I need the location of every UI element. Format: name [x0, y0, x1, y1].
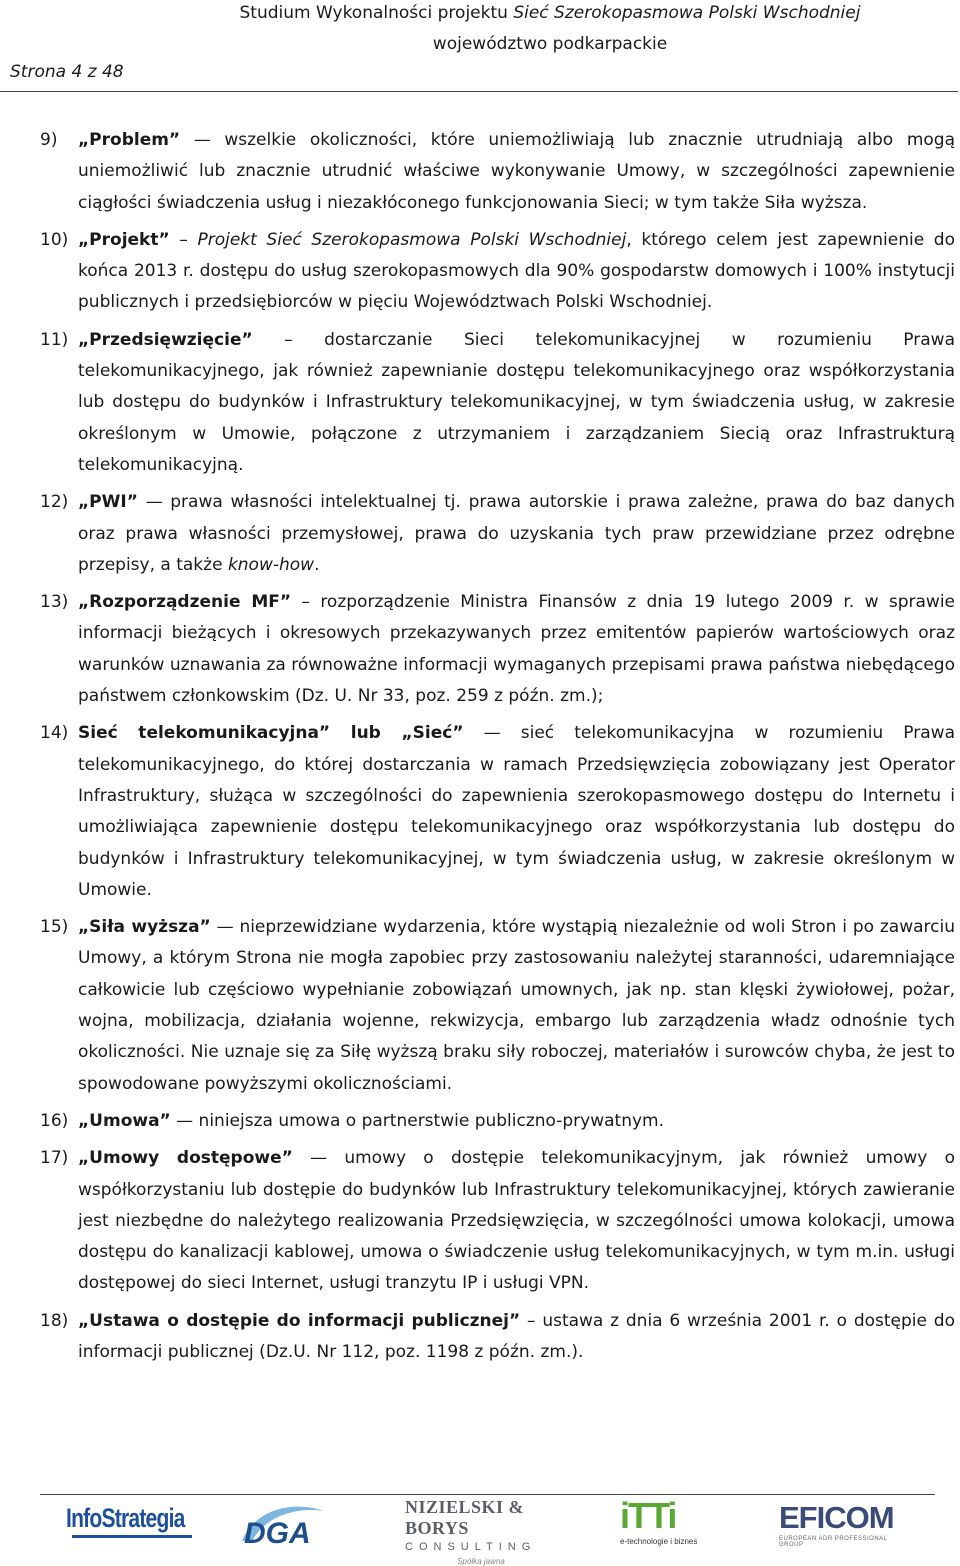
item-number: 11) [40, 329, 69, 350]
itti-logo-main: iTTi [620, 1495, 676, 1536]
item-text: niniejsza umowa o partnerstwie publiczno-prywatnym. [198, 1110, 665, 1131]
item-text: wszelkie okoliczności, które uniemożliwiają lub znacznie utrudniają albo mogą uniemożliwić lub znacznie utrudnić właściwe wykonywanie Umowy, w szczególności zapewnienie ciągłości świadczenia usług i niezakłóconego funkcjonowania Sieci; w tym także Siła wyższa. [78, 130, 955, 213]
item-term: Sieć telekomunikacyjna” lub „Sieć” [78, 723, 464, 744]
header-title-prefix: Studium Wykonalności projektu [239, 3, 508, 23]
itti-logo-tagline: e-technologie i biznes [620, 1537, 698, 1546]
nb-logo-consulting: CONSULTING [405, 1541, 537, 1553]
itti-logo [620, 1497, 740, 1546]
list-item [40, 587, 955, 712]
item-term: „PWI” [78, 492, 138, 513]
item-number: 12) [40, 492, 69, 513]
item-number: 10) [40, 229, 69, 250]
item-dash: — [463, 723, 521, 744]
item-text: prawa własności intelektualnej tj. prawa autorskie i prawa zależne, prawa do baz danych oraz prawa własności przemysłowej, prawa do uzyskania tych praw przewidziane przez odrębne przepisy, a także [78, 492, 955, 575]
item-dash: — [180, 130, 225, 150]
itti-logo-text [620, 1497, 740, 1535]
item-dash: – [291, 592, 321, 613]
item-text: dostarczanie Sieci telekomunikacyjnej w rozumieniu Prawa telekomunikacyjnego, jak również zapewnianie dostępu telekomunikacyjnego oraz współkorzystania lub dostępu do budynków i Infrastruktury telekomunikacyjnej, w tym świadczenia usług, w zakresie określonym w Umowie, połączone z utrzymaniem i zarządzaniem Siecią oraz Infrastrukturą telekomunikacyjną. [78, 329, 955, 475]
item-dash: – [169, 229, 198, 250]
list-item [40, 225, 955, 319]
item-number: 18) [40, 1310, 69, 1331]
item-number: 15) [40, 917, 69, 938]
item-term: „Ustawa o dostępie do informacji publicznej” [78, 1310, 521, 1331]
item-number: 9) [40, 130, 58, 150]
eficom-logo-tagline: EUROPEAN ADR PROFESSIONAL GROUP [779, 1536, 888, 1548]
item-text: sieć telekomunikacyjna w rozumieniu Prawa telekomunikacyjnego, do której dostarczania w ramach Przedsięwzięcia zobowiązany jest Operator Infrastruktury, służąca w szczególności do zapewnienia szerokopasmowego dostępu do Internetu i umożliwiająca zapewnienie dostępu telekomunikacyjnego oraz współkorzystania lub dostępu do budynków i Infrastruktury telekomunikacyjnej, w tym świadczenia usług, w zakresie określonym w Umowie. [78, 723, 955, 900]
list-item [40, 125, 955, 219]
footer-divider [40, 1494, 935, 1495]
item-number: 17) [40, 1148, 69, 1169]
definitions-list [40, 125, 955, 1374]
list-item [40, 912, 955, 1100]
item-term: „Projekt” [78, 229, 170, 250]
item-number: 13) [40, 592, 69, 613]
item-dash: – [252, 329, 325, 350]
item-text: , którego celem jest zapewnienie do końca 2013 r. dostępu do usług szerokopasmowych dla 90% gospodarstw domowych i 100% instytucji publicznych i przedsiębiorców w pięciu Województwach Polski Wschodniej. [78, 229, 955, 313]
dga-logo-graphic [236, 1497, 328, 1553]
header-region: województwo podkarpackie [432, 34, 668, 54]
item-text: nieprzewidziane wydarzenia, które wystąpią niezależnie od woli Stron i po zawarciu Umowy, a którym Strona nie mogła zapobiec przy zastosowaniu należytej staranności, udaremniające całkowicie lub częściowo wypełnianie zobowiązań umownych, jak np. stan klęski żywiołowej, pożar, wojna, mobilizacja, działania wojenne, rekwizycja, embargo lub zarządzenia władz odnośnie tych okoliczności. Nie uznaje się za Siłę wyższą braku siły roboczej, materiałów i surowców chyba, że jest to spowodowane powyższymi okolicznościami. [78, 917, 956, 1094]
item-dash: — [170, 1110, 199, 1131]
list-item [40, 1106, 955, 1137]
page-number: Strona 4 z 48 [10, 62, 124, 82]
item-term: „Problem” [78, 130, 181, 150]
dga-logo [236, 1497, 328, 1553]
header-project-name: Sieć Szerokopasmowa Polski Wschodniej [513, 3, 861, 23]
item-text: ustawa z dnia 6 września 2001 r. o dostępie do informacji publicznej (Dz.U. Nr 112, poz. 1198 z późn. zm.). [78, 1310, 955, 1362]
list-item [40, 718, 955, 906]
nb-logo-name: NIZIELSKI & BORYS [405, 1497, 525, 1538]
item-term: „Umowy dostępowe” [78, 1148, 293, 1169]
item-tail: . [314, 554, 320, 575]
list-item [40, 1143, 955, 1299]
item-term: „Przedsięwzięcie” [78, 329, 253, 350]
header-title [150, 2, 950, 24]
item-number: 16) [40, 1110, 69, 1131]
item-dash: — [137, 492, 171, 513]
item-text: rozporządzenie Ministra Finansów z dnia 19 lutego 2009 r. w sprawie informacji bieżących i okresowych przekazywanych przez emitentów papierów wartościowych oraz warunków uznawania za równoważne informacji wymaganych przepisami prawa państwa niebędącego państwem członkowskim (Dz. U. Nr 33, poz. 259 z późn. zm.); [78, 592, 955, 707]
eficom-logo-text: EFICOM [779, 1500, 894, 1535]
list-item [40, 487, 955, 581]
item-dash: — [210, 917, 240, 938]
item-dash: — [292, 1148, 345, 1169]
item-term: „Siła wyższa” [78, 917, 211, 938]
item-term: „Umowa” [78, 1110, 171, 1131]
item-italic-text: Projekt Sieć Szerokopasmowa Polski Wschodniej [197, 229, 627, 250]
nizielski-borys-logo [405, 1497, 557, 1566]
list-item [40, 1306, 955, 1369]
item-term: „Rozporządzenie MF” [78, 592, 292, 613]
item-italic-text: know-how [227, 554, 315, 575]
header-divider [0, 91, 958, 92]
infostrategia-logo: InfoStrategia [66, 1503, 185, 1533]
infostrategia-logo-underline [72, 1535, 192, 1538]
item-text: umowy o dostępie telekomunikacyjnym, jak również umowy o współkorzystaniu lub dostępie do budynków lub Infrastruktury telekomunikacyjnej, których zawieranie jest niezbędne do należytego realizowania Przedsięwzięcia, w szczególności umowa kolokacji, umowa dostępu do kanalizacji kablowej, umowa o świadczenie usług telekomunikacyjnych, w tym m.in. usługi dostępowej do sieci Internet, usługi tranzytu IP i usługi VPN. [78, 1148, 955, 1294]
dga-logo-text: DGA [244, 1517, 311, 1550]
eficom-logo [779, 1500, 911, 1548]
item-number: 14) [40, 723, 69, 744]
item-dash: – [520, 1310, 543, 1331]
nb-logo-company-type: Spółka jawna [457, 1557, 505, 1566]
list-item [40, 325, 955, 481]
